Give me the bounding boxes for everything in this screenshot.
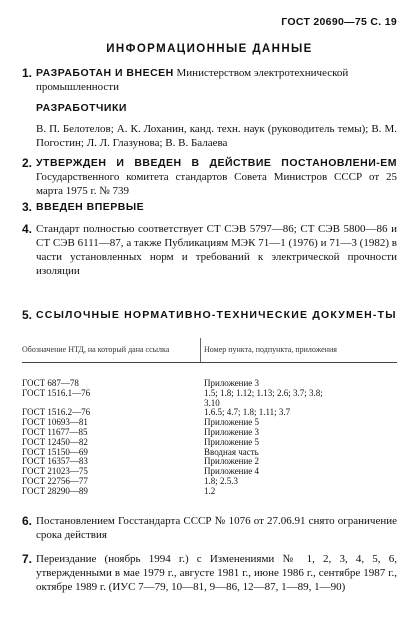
table-cell-reference: Приложение 2 bbox=[204, 456, 260, 467]
section-text: Стандарт полностью соответствует СТ СЭВ 5797—86; СТ СЭВ 5800—86 и СТ СЭВ 6111—87, а также Публикациям МЭК 71—1 (1976) и 71—3 (1982) в части установленных норм и требований к электрической прочности изоляции bbox=[36, 223, 397, 277]
table-cell-document: ГОСТ 12450—82 bbox=[22, 436, 88, 447]
table-cell-reference: 1.6.5; 4.7; 1.8; 1.11; 3.7 bbox=[204, 407, 291, 418]
section-text: Переиздание (ноябрь 1994 г.) с Изменениями № 1, 2, 3, 4, 5, 6, утвержденными в мае 1979 г., августе 1981 г., июне 1986 г., сентябре 1987 г., октябре 1989 г. (ИУС 7—79, 10—81, 9—86, 12—87, 1—89, 1—90) bbox=[36, 553, 397, 593]
table-row bbox=[22, 407, 397, 417]
table-cell-reference: Вводная часть bbox=[204, 446, 259, 457]
section-heading: ВВЕДЕН ВПЕРВЫЕ bbox=[36, 201, 145, 213]
table-row bbox=[22, 437, 397, 447]
section-number: 6. bbox=[22, 514, 33, 528]
table-header bbox=[22, 338, 397, 363]
section-heading: УТВЕРЖДЕН И ВВЕДЕН В ДЕЙСТВИЕ ПОСТАНОВЛЕНИ-ЕМ bbox=[36, 157, 397, 169]
section-number: 1. bbox=[22, 66, 33, 80]
table-cell-document: ГОСТ 10693—81 bbox=[22, 417, 88, 428]
table-row bbox=[22, 476, 397, 486]
column-header-reference: Номер пункта, подпункта, приложения bbox=[204, 345, 337, 354]
table-cell-document: ГОСТ 11677—85 bbox=[22, 426, 88, 437]
column-divider bbox=[200, 338, 201, 362]
section-heading: РАЗРАБОТАН И ВНЕСЕН bbox=[36, 67, 174, 79]
table-cell-document: ГОСТ 1516.1—76 bbox=[22, 387, 91, 398]
table-row bbox=[22, 378, 397, 388]
section-text: Государственного комитета стандартов Совета Министров СССР от 25 марта 1975 г. № 739 bbox=[36, 171, 397, 197]
table-cell-reference: 1.5; 1.8; 1.12; 1.13; 2.6; 3.7; 3.8; bbox=[204, 387, 323, 398]
table-cell-reference: 3.10 bbox=[204, 397, 220, 408]
section-number: 7. bbox=[22, 552, 33, 566]
table-cell-document: ГОСТ 16357—83 bbox=[22, 456, 88, 467]
table-row bbox=[22, 447, 397, 457]
table-row bbox=[22, 417, 397, 427]
section-number: 3. bbox=[22, 200, 33, 214]
page-header-code: ГОСТ 20690—75 С. 19 bbox=[281, 16, 397, 28]
column-header-document: Обозначение НТД, на который дана ссылка bbox=[22, 345, 170, 354]
page-title: ИНФОРМАЦИОННЫЕ ДАННЫЕ bbox=[106, 43, 313, 55]
table-cell-document: ГОСТ 687—78 bbox=[22, 378, 79, 388]
table-cell-reference: 1.2 bbox=[204, 485, 216, 496]
table-row bbox=[22, 398, 397, 408]
section-number: 4. bbox=[22, 222, 33, 236]
section-number: 5. bbox=[22, 308, 33, 322]
developers-text: В. П. Белотелов; А. К. Лоханин, канд. техн. наук (руководитель темы); В. М. Погостин; Л. Л. Глазунова; В. В. Балаева bbox=[36, 123, 397, 149]
section-text: Постановлением Госстандарта СССР № 1076 от 27.06.91 снято ограничение срока действия bbox=[36, 515, 397, 541]
table-cell-reference: Приложение 5 bbox=[204, 417, 260, 428]
table-cell-reference: Приложение 3 bbox=[204, 378, 260, 388]
table-cell-document: ГОСТ 22756—77 bbox=[22, 475, 88, 486]
table-row bbox=[22, 456, 397, 466]
table-row bbox=[22, 388, 397, 398]
table-row bbox=[22, 427, 397, 437]
table-cell-document: ГОСТ 15150—69 bbox=[22, 446, 88, 457]
table-cell-reference: Приложение 5 bbox=[204, 436, 260, 447]
table-cell-reference: 1.8; 2.5.3 bbox=[204, 475, 239, 486]
table-cell-document: ГОСТ 21023—75 bbox=[22, 466, 88, 477]
table-cell-document: ГОСТ 1516.2—76 bbox=[22, 407, 91, 418]
table-body bbox=[22, 378, 397, 496]
table-cell-reference: Приложение 3 bbox=[204, 426, 260, 437]
developers-heading: РАЗРАБОТЧИКИ bbox=[36, 102, 127, 114]
table-cell-reference: Приложение 4 bbox=[204, 466, 260, 477]
table-cell-document: ГОСТ 28290—89 bbox=[22, 485, 88, 496]
section-heading: ССЫЛОЧНЫЕ НОРМАТИВНО-ТЕХНИЧЕСКИЕ ДОКУМЕН-ТЫ bbox=[36, 309, 397, 321]
section-number: 2. bbox=[22, 156, 33, 170]
table-row bbox=[22, 486, 397, 496]
section-text: Министерством электротехнической промышленности bbox=[36, 67, 349, 93]
table-row bbox=[22, 466, 397, 476]
